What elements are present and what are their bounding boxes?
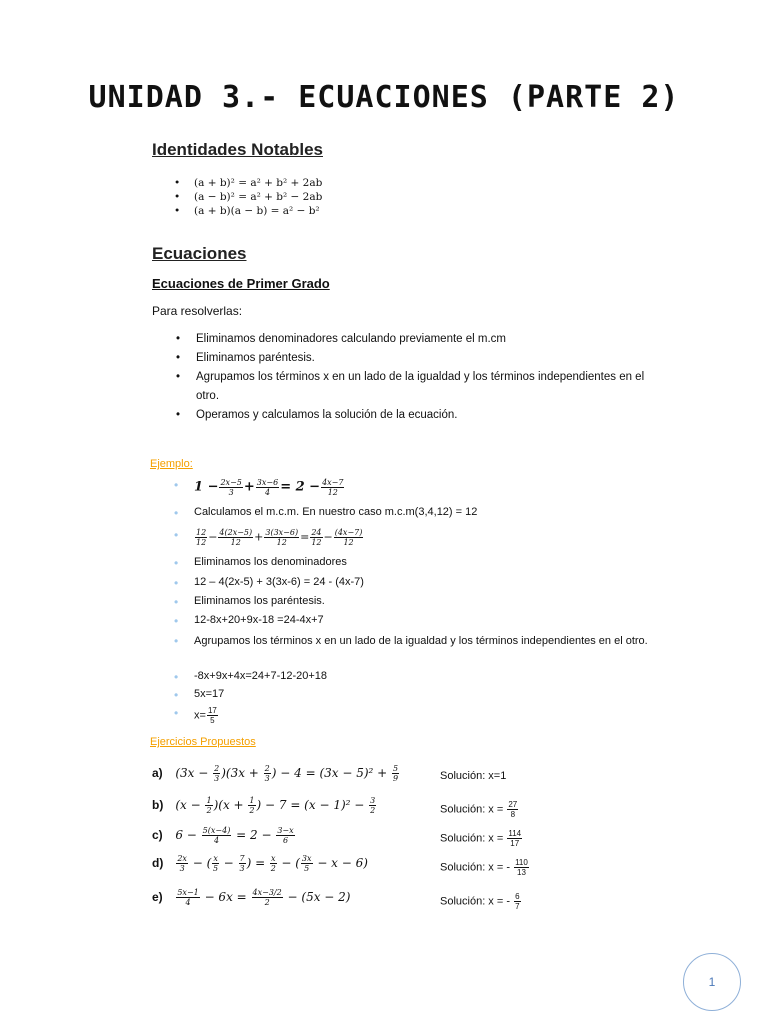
identidades-list <box>172 176 322 218</box>
ejemplo-equation-12: • $\frac{12}{12}$ − $\frac{4(2x-5)}{12}$ + $\frac{3(3x-6)}{12}$ = $\frac{24}{12}$ − $\frac{(4x-7)}{12}$ <box>172 528 674 547</box>
solucion-b: Solución: x = $\frac{27}{8}$ <box>440 800 518 819</box>
step-item: • Eliminamos denominadores calculando previamente el m.cm <box>174 330 664 349</box>
ejercicio-e: e) $\frac{5x-1}{4}$ − 6x = $\frac{4x-3/2}{2}$ − (5x − 2) <box>152 888 351 907</box>
ejercicio-b: b) (x − $\frac{1}{2}$ )(x + $\frac{1}{2}$ ) − 7 = (x − 1)² − $\frac{3}{2}$ <box>152 796 376 815</box>
ejercicio-c: c) 6 − $\frac{5(x-4)}{4}$ = 2 − $\frac{3-x}{6}$ <box>152 826 294 845</box>
solucion-e: Solución: x = - $\frac{6}{7}$ <box>440 892 520 911</box>
step-item: • Agrupamos los términos x en un lado de la igualdad y los términos independientes en el otro. <box>174 368 664 406</box>
solucion-c: Solución: x = $\frac{114}{17}$ <box>440 829 522 848</box>
ejemplo-step: • 12-8x+20+9x-18 =24-4x+7 <box>172 614 674 626</box>
step-item: • Eliminamos paréntesis. <box>174 349 664 368</box>
page-title: UNIDAD 3.- ECUACIONES (PARTE 2) <box>88 80 680 115</box>
ejemplo-solution: • x= $\frac{17}{5}$ <box>172 706 674 725</box>
ejemplo-step: • -8x+9x+4x=24+7-12-20+18 <box>172 670 674 682</box>
ejercicio-a: a) (3x − $\frac{2}{3}$ )(3x + $\frac{2}{3}$ ) − 4 = (3x − 5)² + $\frac{5}{9}$ <box>152 764 399 783</box>
primer-grado-heading: Ecuaciones de Primer Grado <box>152 276 330 291</box>
ejercicio-d: d) $\frac{2x}{3}$ − ( $\frac{x}{5}$ − $\frac{7}{3}$ ) = $\frac{x}{2}$ − ( $\frac{3x}{5}$ − x − 6) <box>152 854 368 873</box>
ejemplo-step: • Agrupamos los términos x en un lado de la igualdad y los términos independientes en el otro. <box>172 631 674 651</box>
solucion-d: Solución: x = - $\frac{110}{13}$ <box>440 858 528 877</box>
ejemplo-label: Ejemplo: <box>150 458 193 470</box>
ejemplo-step: • 12 – 4(2x-5) + 3(3x-6) = 24 - (4x-7) <box>172 576 674 588</box>
ejemplo-step: • 5x=17 <box>172 688 674 700</box>
steps-list <box>174 330 664 425</box>
ejemplo-step: • Eliminamos los denominadores <box>172 556 674 568</box>
identity-item: • (a + b)(a − b) = a² − b² <box>172 204 322 218</box>
ejemplo-step: • Eliminamos los paréntesis. <box>172 595 674 607</box>
identity-item: • (a + b)² = a² + b² + 2ab <box>172 176 322 190</box>
intro-text: Para resolverlas: <box>152 304 243 318</box>
identidades-heading: Identidades Notables <box>152 140 323 159</box>
ejercicios-label: Ejercicios Propuestos <box>150 736 256 748</box>
step-item: • Operamos y calculamos la solución de la ecuación. <box>174 406 664 425</box>
solucion-a: Solución: x=1 <box>440 770 507 782</box>
ejemplo-step-mcm: • Calculamos el m.c.m. En nuestro caso m.c.m(3,4,12) = 12 <box>172 506 674 518</box>
ecuaciones-heading: Ecuaciones <box>152 244 247 263</box>
identity-item: • (a − b)² = a² + b² − 2ab <box>172 190 322 204</box>
page-number: 1 <box>683 953 741 1011</box>
ejemplo-equation: • 1 − $\frac{2x-5}{3}$ + $\frac{3x-6}{4}$ = 2 − $\frac{4x-7}{12}$ <box>172 478 674 497</box>
